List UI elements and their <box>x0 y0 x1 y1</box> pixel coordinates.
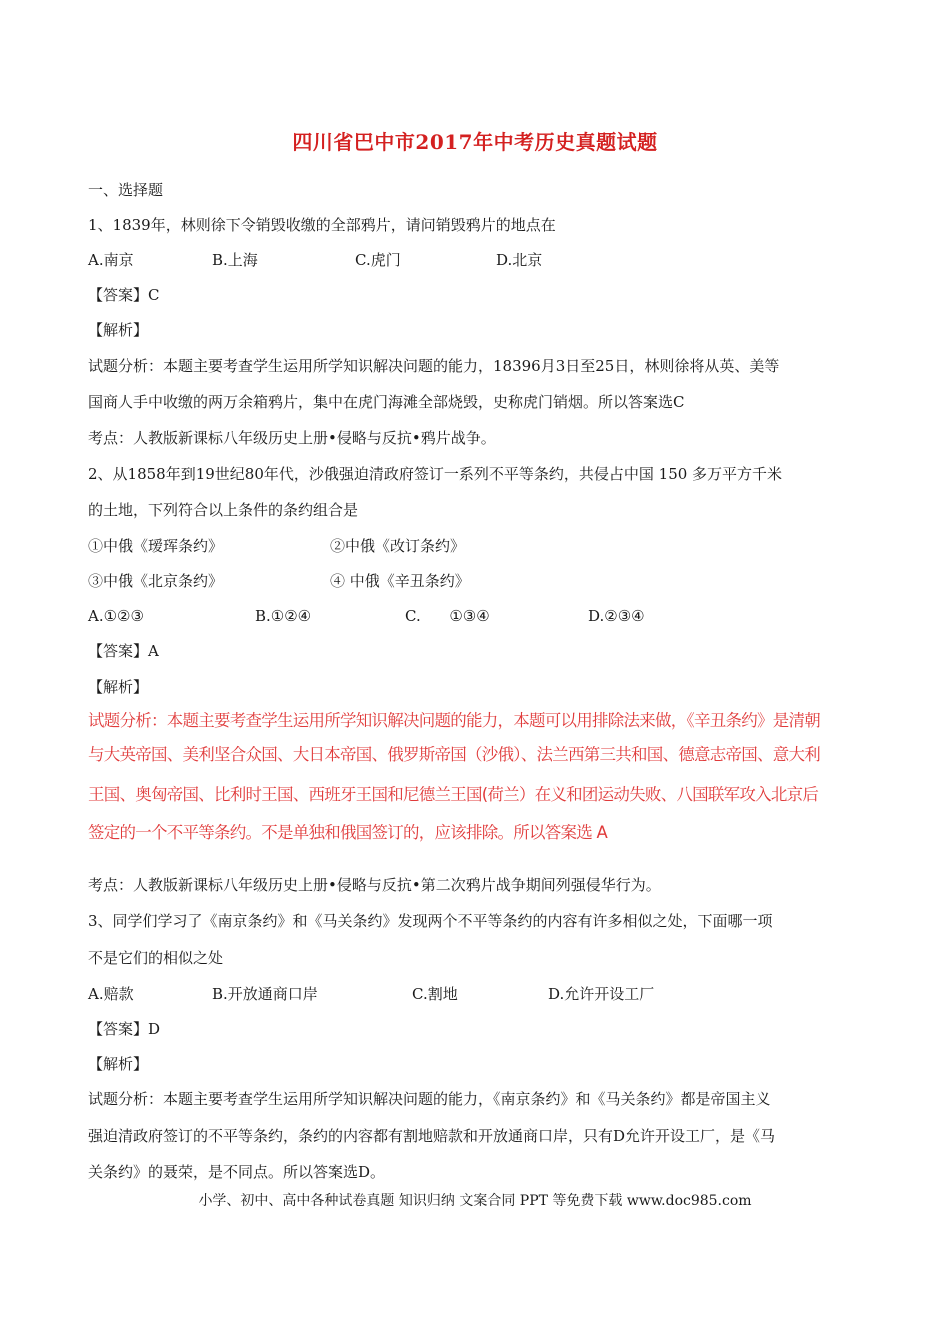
q2-item-4: ④ 中俄《辛丑条约》 <box>330 572 470 590</box>
q3-option-c: C.割地 <box>412 985 458 1003</box>
q2-stem-line: 的土地，下列符合以上条件的条约组合是 <box>88 501 359 519</box>
q1-knowledge-point: 考点：人教版新课标八年级历史上册•侵略与反抗•鸦片战争。 <box>88 429 496 447</box>
q2-item-3: ③中俄《北京条约》 <box>88 572 224 590</box>
q2-option-a: A.①②③ <box>88 607 144 625</box>
q3-answer: 【答案】D <box>88 1020 161 1038</box>
q2-knowledge-point: 考点：人教版新课标八年级历史上册•侵略与反抗•第二次鸦片战争期间列强侵华行为。 <box>88 876 661 894</box>
q2-option-c: C. ①③④ <box>405 607 490 625</box>
q3-analysis-line: 强迫清政府签订的不平等条约，条约的内容都有割地赔款和开放通商口岸，只有D允许开设工厂，是《马 <box>88 1127 776 1145</box>
q3-analysis-line: 关条约》的聂荣，是不同点。所以答案选D。 <box>88 1163 386 1181</box>
q1-answer: 【答案】C <box>88 286 160 304</box>
q2-option-d: D.②③④ <box>588 607 645 625</box>
q2-item-2: ②中俄《改订条约》 <box>330 537 466 555</box>
q1-analysis-line: 试题分析：本题主要考查学生运用所学知识解决问题的能力，18396月3日至25日，林则徐将从英、美等 <box>88 357 780 375</box>
q2-analysis-label: 【解析】 <box>88 678 149 696</box>
q3-option-a: A.赔款 <box>88 985 134 1003</box>
q2-analysis-line: 签定的一个不平等条约。不是单独和俄国签订的，应该排除。所以答案选 A <box>88 823 608 842</box>
q2-analysis-line: 王国、奥匈帝国、比利时王国、西班牙王国和尼德兰王国(荷兰）在义和团运动失败、八国联军攻入北京后 <box>88 785 819 804</box>
q2-item-1: ①中俄《瑷珲条约》 <box>88 537 224 555</box>
q1-analysis-label: 【解析】 <box>88 321 149 339</box>
q1-option-c: C.虎门 <box>355 251 401 269</box>
q3-stem-line: 3、同学们学习了《南京条约》和《马关条约》发现两个不平等条约的内容有许多相似之处，下面哪一项 <box>88 912 773 930</box>
q1-option-a: A.南京 <box>88 251 134 269</box>
q1-stem: 1、1839年，林则徐下令销毁收缴的全部鸦片，请问销毁鸦片的地点在 <box>88 216 556 234</box>
q1-analysis-line: 国商人手中收缴的两万余箱鸦片，集中在虎门海滩全部烧毁，史称虎门销烟。所以答案选C <box>88 393 685 411</box>
q3-option-d: D.允许开设工厂 <box>548 985 655 1003</box>
q3-analysis-line: 试题分析：本题主要考查学生运用所学知识解决问题的能力，《南京条约》和《马关条约》都是帝国主义 <box>88 1090 771 1108</box>
q3-option-b: B.开放通商口岸 <box>212 985 318 1003</box>
section-heading: 一、选择题 <box>88 181 164 199</box>
q1-option-b: B.上海 <box>212 251 258 269</box>
document-title: 四川省巴中市2017年中考历史真题试题 <box>292 130 658 154</box>
q2-analysis-line: 与大英帝国、美利坚合众国、大日本帝国、俄罗斯帝国（沙俄）、法兰西第三共和国、德意志帝国、意大利 <box>88 745 820 764</box>
q3-analysis-label: 【解析】 <box>88 1055 149 1073</box>
q2-stem-line: 2、从1858年到19世纪80年代，沙俄强迫清政府签订一系列不平等条约，共侵占中国 150 多万平方千米 <box>88 465 783 483</box>
q3-stem-line: 不是它们的相似之处 <box>88 949 224 967</box>
q1-option-d: D.北京 <box>496 251 543 269</box>
q2-option-b: B.①②④ <box>255 607 312 625</box>
q2-analysis-line: 试题分析：本题主要考查学生运用所学知识解决问题的能力，本题可以用排除法来做，《辛丑条约》是清朝 <box>88 711 820 730</box>
q2-answer: 【答案】A <box>88 642 159 660</box>
page-footer: 小学、初中、高中各种试卷真题 知识归纳 文案合同 PPT 等免费下载 www.doc985.com <box>198 1193 752 1209</box>
